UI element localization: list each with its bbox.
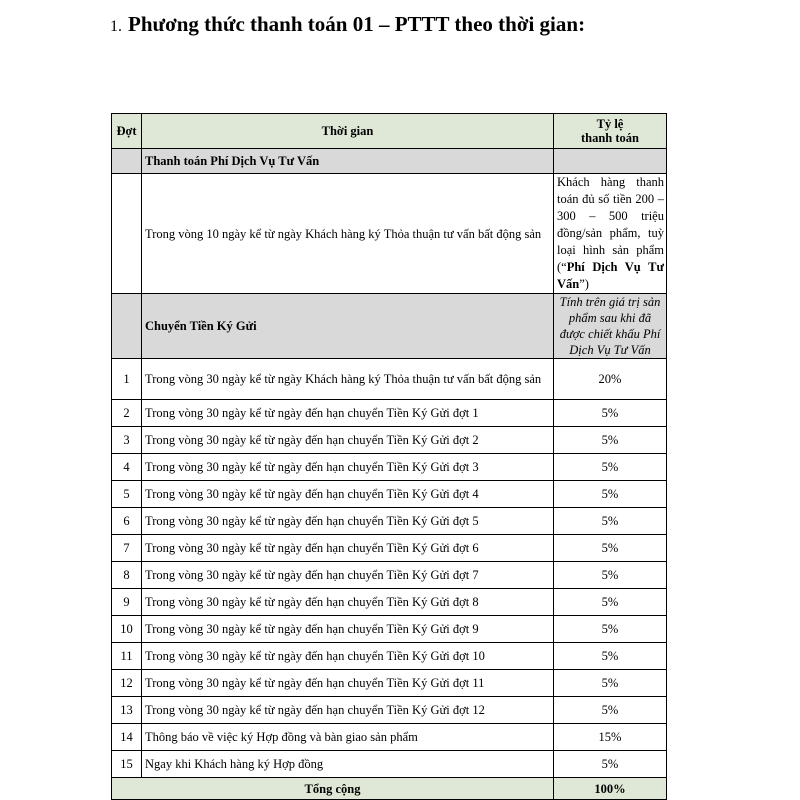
section-consulting-fee-row [112,149,667,174]
consulting-fee-rate-end: ”) [579,277,589,291]
payment-schedule-table [111,113,667,800]
table-header-row [112,114,667,149]
table-row [112,481,667,508]
table-row [112,589,667,616]
total-value: 100% [554,778,667,800]
installment-rate: 5% [554,535,667,562]
installment-description: Thông báo về việc ký Hợp đồng và bàn giao sản phẩm [142,724,554,751]
installment-rate: 5% [554,643,667,670]
header-installment: Đợt [112,114,142,149]
installment-description: Trong vòng 30 ngày kể từ ngày đến hạn chuyển Tiền Ký Gửi đợt 4 [142,481,554,508]
section-cell-empty [112,294,142,359]
consulting-fee-rate-bold: Phí Dịch Vụ Tư Vấn [557,260,664,291]
installment-description: Trong vòng 30 ngày kể từ ngày đến hạn chuyển Tiền Ký Gửi đợt 11 [142,670,554,697]
table-row [112,643,667,670]
section-deposit-title: Chuyển Tiền Ký Gửi [142,294,554,359]
table-row [112,697,667,724]
installment-number: 7 [112,535,142,562]
installment-rate: 5% [554,616,667,643]
heading-number: 1. [110,18,122,35]
installment-rate: 5% [554,454,667,481]
section-deposit-note: Tính trên giá trị sản phẩm sau khi đã được chiết khấu Phí Dịch Vụ Tư Vấn [554,294,667,359]
installment-description: Trong vòng 30 ngày kể từ ngày đến hạn chuyển Tiền Ký Gửi đợt 2 [142,427,554,454]
installment-rate: 5% [554,589,667,616]
installment-number: 5 [112,481,142,508]
installment-rate: 5% [554,751,667,778]
page-heading [110,12,585,37]
table-row [112,400,667,427]
section-cell-empty [112,149,142,174]
installment-description: Trong vòng 30 ngày kể từ ngày đến hạn chuyển Tiền Ký Gửi đợt 8 [142,589,554,616]
installment-description: Trong vòng 30 ngày kể từ ngày đến hạn chuyển Tiền Ký Gửi đợt 10 [142,643,554,670]
installment-number: 9 [112,589,142,616]
installment-number: 15 [112,751,142,778]
installment-description: Trong vòng 30 ngày kể từ ngày đến hạn chuyển Tiền Ký Gửi đợt 6 [142,535,554,562]
consulting-fee-detail-row [112,174,667,294]
table-row [112,562,667,589]
consulting-fee-rate-text: Khách hàng thanh toán đủ số tiền 200 – 300 – 500 triệu đồng/sản phẩm, tuỳ loại hình sản phẩm (“ [557,175,664,274]
installment-rate: 5% [554,670,667,697]
table-row [112,535,667,562]
installment-number: 2 [112,400,142,427]
table-row [112,427,667,454]
table-row [112,359,667,400]
installment-rate: 5% [554,697,667,724]
installment-description: Trong vòng 30 ngày kể từ ngày đến hạn chuyển Tiền Ký Gửi đợt 7 [142,562,554,589]
installment-rate: 5% [554,508,667,535]
installment-rate: 20% [554,359,667,400]
consulting-fee-description: Trong vòng 10 ngày kể từ ngày Khách hàng ký Thỏa thuận tư vấn bất động sản [142,174,554,294]
installment-description: Ngay khi Khách hàng ký Hợp đồng [142,751,554,778]
installment-number: 4 [112,454,142,481]
table-row [112,616,667,643]
header-rate-line2: thanh toán [580,131,639,145]
installment-number: 3 [112,427,142,454]
installment-number: 1 [112,359,142,400]
installment-description: Trong vòng 30 ngày kể từ ngày Khách hàng ký Thỏa thuận tư vấn bất động sản [142,359,554,400]
table-row [112,454,667,481]
header-time: Thời gian [142,114,554,149]
total-label: Tổng cộng [112,778,554,800]
installment-description: Trong vòng 30 ngày kể từ ngày đến hạn chuyển Tiền Ký Gửi đợt 3 [142,454,554,481]
section-deposit-row [112,294,667,359]
installment-description: Trong vòng 30 ngày kể từ ngày đến hạn chuyển Tiền Ký Gửi đợt 9 [142,616,554,643]
section-cell-empty [554,149,667,174]
table-row [112,508,667,535]
section-consulting-fee-title: Thanh toán Phí Dịch Vụ Tư Vấn [142,149,554,174]
installment-rows [112,359,667,778]
installment-rate: 5% [554,427,667,454]
installment-rate: 5% [554,481,667,508]
installment-description: Trong vòng 30 ngày kể từ ngày đến hạn chuyển Tiền Ký Gửi đợt 5 [142,508,554,535]
installment-description: Trong vòng 30 ngày kể từ ngày đến hạn chuyển Tiền Ký Gửi đợt 12 [142,697,554,724]
table-row [112,670,667,697]
installment-rate: 15% [554,724,667,751]
header-rate [554,114,667,149]
table-row [112,751,667,778]
installment-number: 8 [112,562,142,589]
installment-number: 11 [112,643,142,670]
header-rate-line1: Tỷ lệ [596,117,624,131]
installment-rate: 5% [554,400,667,427]
installment-rate: 5% [554,562,667,589]
installment-number: 14 [112,724,142,751]
total-row [112,778,667,800]
table-row [112,724,667,751]
consulting-fee-rate [554,174,667,294]
heading-text: Phương thức thanh toán 01 – PTTT theo thời gian: [128,12,586,36]
installment-number: 6 [112,508,142,535]
detail-cell-empty [112,174,142,294]
installment-description: Trong vòng 30 ngày kể từ ngày đến hạn chuyển Tiền Ký Gửi đợt 1 [142,400,554,427]
installment-number: 12 [112,670,142,697]
installment-number: 10 [112,616,142,643]
installment-number: 13 [112,697,142,724]
